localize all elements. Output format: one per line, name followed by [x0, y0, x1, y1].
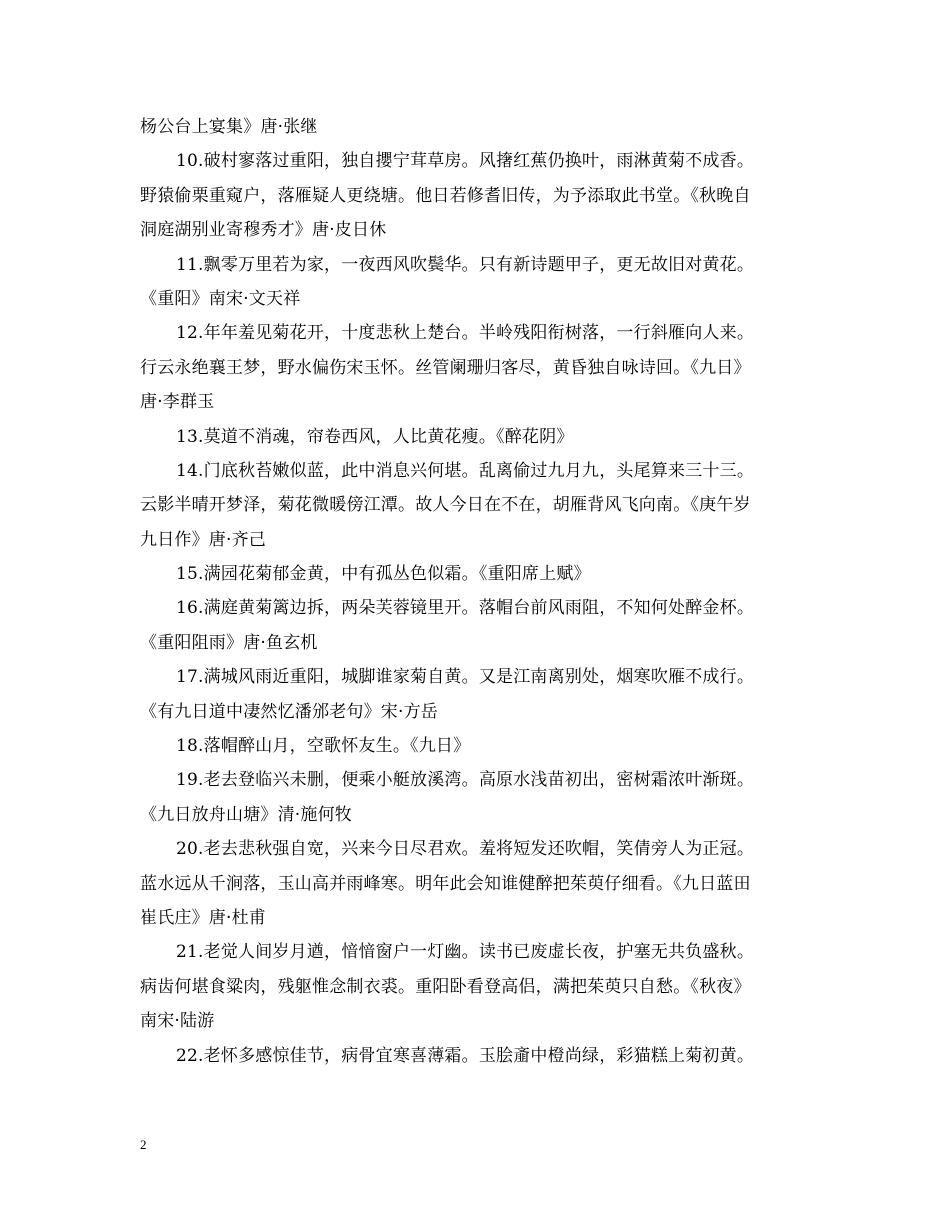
- text-line: 病齿何堪食粱肉，残躯惟念制衣裘。重阳卧看登高侣，满把茱萸只自愁。《秋夜》: [140, 976, 751, 997]
- poem-entry-line: 10.破村寥落过重阳，独自攖宁茸草房。风撦红蕉仍换叶，雨淋黄菊不成香。: [176, 151, 755, 172]
- poem-entry-line: 21.老觉人间岁月遒，愔愔窗户一灯幽。读书已废虚长夜，护塞无共负盛秋。: [176, 942, 755, 963]
- text-line: 《九日放舟山塘》清·施何牧: [140, 804, 353, 825]
- text-line: 云影半晴开梦泽，菊花微暖傍江潭。故人今日在不在，胡雁背风飞向南。《庚午岁: [140, 495, 751, 516]
- poem-entry-line: 19.老去登临兴未删，便乘小艇放溪湾。高原水浅苗初出，密树霜浓叶渐斑。: [176, 770, 755, 791]
- text-line: 杨公台上宴集》唐·张继: [140, 117, 318, 137]
- text-line: 《重阳》南宋·文天祥: [140, 288, 301, 309]
- poem-entry-line: 18.落帽醉山月，空歌怀友生。《九日》: [176, 736, 471, 757]
- text-line: 崔氏庄》唐·杜甫: [140, 907, 267, 928]
- text-line: 野猿偷栗重窥户，落雁疑人更绕塘。他日若修耆旧传，为予添取此书堂。《秋晚自: [140, 185, 751, 206]
- text-line: 行云永绝襄王梦，野水偏伤宋玉怀。丝管阑珊归客尽，黄昏独自咏诗回。《九日》: [140, 357, 751, 378]
- poem-entry-line: 17.满城风雨近重阳，城脚谁家菊自黄。又是江南离别处，烟寒吹雁不成行。: [176, 667, 755, 688]
- text-line: 九日作》唐·齐己: [140, 529, 267, 550]
- poem-entry-line: 20.老去悲秋强自宽，兴来今日尽君欢。羞将短发还吹帽，笑倩旁人为正冠。: [176, 839, 755, 860]
- poem-entry-line: 22.老怀多感惊佳节，病骨宜寒喜薄霜。玉脍齑中橙尚绿，彩猫糕上菊初黄。: [176, 1045, 755, 1066]
- page-body: [140, 110, 812, 1073]
- poem-entry-line: 16.满庭黄菊篱边拆，两朵芙蓉镜里开。落帽台前风雨阻，不知何处醉金杯。: [176, 598, 755, 619]
- poem-entry-line: 11.飘零万里若为家，一夜西风吹鬓华。只有新诗题甲子，更无故旧对黄花。: [176, 254, 755, 275]
- text-line: 唐·李群玉: [140, 392, 215, 413]
- poem-entry-line: 15.满园花菊郁金黄，中有孤丛色似霜。《重阳席上赋》: [176, 564, 591, 585]
- poem-entry-line: 13.莫道不消魂，帘卷西风，人比黄花瘦。《醉花阴》: [176, 426, 574, 447]
- text-line: 洞庭湖别业寄穆秀才》唐·皮日休: [140, 220, 387, 241]
- text-line: 蓝水远从千涧落，玉山高并雨峰寒。明年此会知谁健醉把茱萸仔细看。《九日蓝田: [140, 873, 751, 894]
- poem-entry-line: 14.门底秋苔嫩似蓝，此中消息兴何堪。乱离偷过九月九，头尾算来三十三。: [176, 460, 755, 481]
- poem-entry-line: 12.年年羞见菊花开，十度悲秋上楚台。半岭残阳衔树落，一行斜雁向人来。: [176, 323, 755, 344]
- page-number: 2: [140, 1137, 147, 1152]
- text-line: 《有九日道中凄然忆潘邠老句》宋·方岳: [140, 701, 439, 722]
- text-line: 《重阳阻雨》唐·鱼玄机: [140, 632, 318, 653]
- text-line: 南宋·陆游: [140, 1011, 215, 1032]
